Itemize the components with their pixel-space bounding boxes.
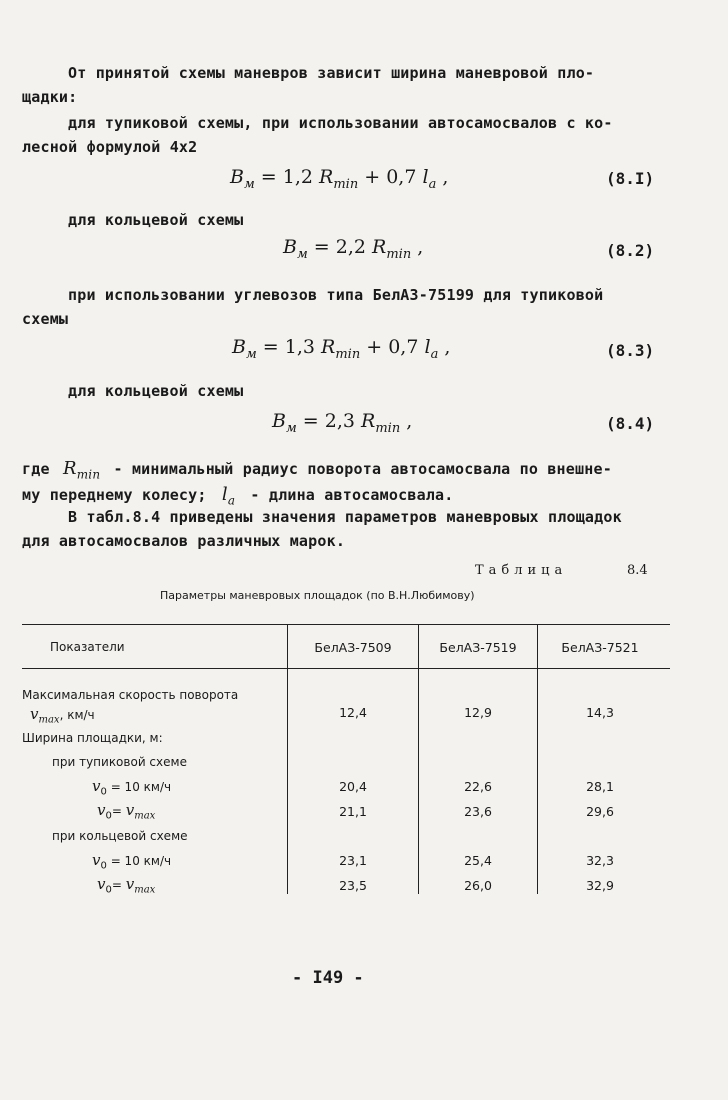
row-ring-v0-vmax: $v_0= v_{max}$	[97, 875, 156, 896]
table-header-belaz-7519: БелАЗ-7519	[439, 640, 517, 655]
table-header-belaz-7509: БелАЗ-7509	[314, 640, 392, 655]
paragraph-6-line-2: му переднему колесу; $l_a$ - длина автосамосвала.	[22, 484, 454, 508]
paragraph-4-line-1: при использовании углевозов типа БелАЗ-75199 для тупиковой	[68, 286, 604, 304]
cell-deadend-max-7509: 21,1	[339, 804, 367, 819]
row-ring-label: при кольцевой схеме	[52, 829, 188, 843]
row-deadend-v0-10: $v_0 = 10$ км/ч	[92, 777, 172, 798]
table-header-indicators: Показатели	[50, 640, 125, 654]
table-number: 8.4	[627, 563, 648, 578]
paragraph-1-line-1: От принятой схемы маневров зависит ширина маневровой пло-	[68, 64, 595, 82]
table-column-divider-3	[537, 624, 538, 894]
cell-ring-max-7519: 26,0	[464, 878, 492, 893]
formula-8-2: $B_м = 2,2$ $R_{min}$ ,	[283, 236, 424, 262]
cell-max-speed-7509: 12,4	[339, 705, 367, 720]
cell-deadend-max-7521: 29,6	[586, 804, 614, 819]
cell-ring-10-7521: 32,3	[586, 853, 614, 868]
paragraph-5: для кольцевой схемы	[68, 382, 244, 400]
table-label: Таблица	[475, 563, 568, 578]
paragraph-2-line-2: лесной формулой 4x2	[22, 138, 198, 156]
table-header-rule	[22, 668, 670, 669]
equation-number-8-3: (8.3)	[606, 341, 655, 360]
cell-deadend-10-7519: 22,6	[464, 779, 492, 794]
formula-8-1: $B_м = 1,2$ $R_{min} + 0,7$ $l_a$ ,	[230, 166, 449, 192]
paragraph-4-line-2: схемы	[22, 310, 69, 328]
paragraph-2-line-1: для тупиковой схемы, при использовании автосамосвалов с ко-	[68, 114, 613, 132]
page-number: - I49 -	[292, 968, 364, 988]
table-column-divider-2	[418, 624, 419, 894]
cell-deadend-10-7521: 28,1	[586, 779, 614, 794]
formula-8-3: $B_м = 1,3$ $R_{min} + 0,7$ $l_a$ ,	[232, 336, 451, 362]
paragraph-3: для кольцевой схемы	[68, 211, 244, 229]
row-ring-v0-10: $v_0 = 10$ км/ч	[92, 851, 172, 872]
cell-ring-10-7509: 23,1	[339, 853, 367, 868]
equation-number-8-4: (8.4)	[606, 414, 655, 433]
cell-ring-10-7519: 25,4	[464, 853, 492, 868]
row-width-label: Ширина площадки, м:	[22, 731, 163, 745]
cell-ring-max-7509: 23,5	[339, 878, 367, 893]
paragraph-6-line-1: где $R_{min}$ - минимальный радиус поворота автосамосвала по внешне-	[22, 458, 612, 482]
equation-number-8-2: (8.2)	[606, 241, 655, 260]
cell-max-speed-7521: 14,3	[586, 705, 614, 720]
cell-deadend-max-7519: 23,6	[464, 804, 492, 819]
row-deadend-label: при тупиковой схеме	[52, 755, 187, 769]
cell-ring-max-7521: 32,9	[586, 878, 614, 893]
table-caption: Параметры маневровых площадок (по В.Н.Любимову)	[160, 589, 475, 602]
paragraph-1-line-2: щадки:	[22, 88, 78, 106]
row-deadend-v0-vmax: $v_0= v_{max}$	[97, 801, 156, 822]
formula-8-4: $B_м = 2,3$ $R_{min}$ ,	[272, 410, 413, 436]
paragraph-7-line-1: В табл.8.4 приведены значения параметров маневровых площадок	[68, 508, 622, 526]
table-column-divider-1	[287, 624, 288, 894]
cell-max-speed-7519: 12,9	[464, 705, 492, 720]
row-max-speed-label: Максимальная скорость поворота	[22, 688, 239, 702]
row-max-speed-unit: $v_{max}$, км/ч	[30, 705, 95, 726]
table-top-rule	[22, 624, 670, 625]
cell-deadend-10-7509: 20,4	[339, 779, 367, 794]
equation-number-8-1: (8.I)	[606, 169, 655, 188]
table-header-belaz-7521: БелАЗ-7521	[561, 640, 639, 655]
paragraph-7-line-2: для автосамосвалов различных марок.	[22, 532, 346, 550]
